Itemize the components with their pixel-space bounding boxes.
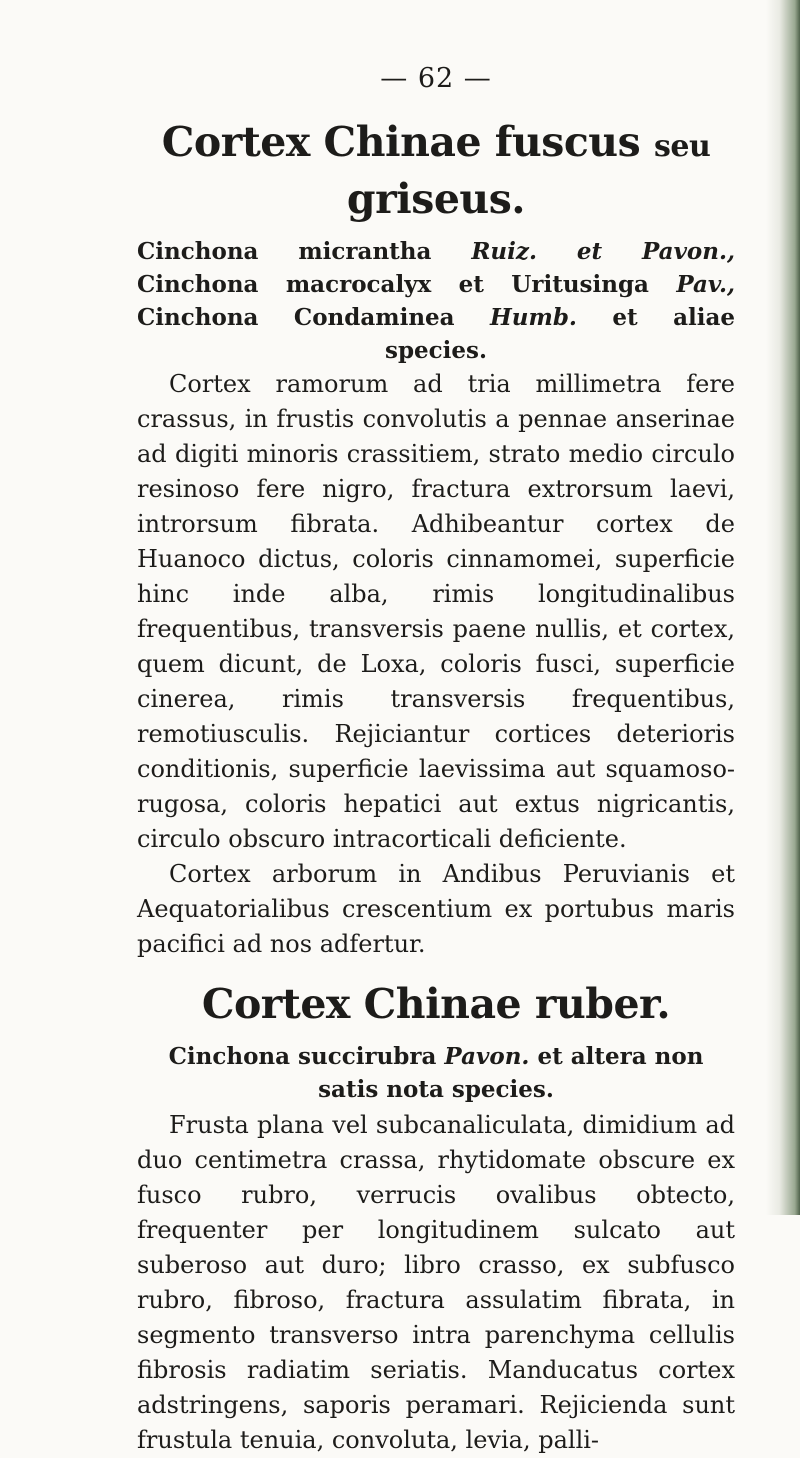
title-main: Cortex Chinae fuscus [161, 118, 654, 166]
species-part: Cinchona micrantha [137, 238, 472, 265]
page-number: — 62 — [380, 63, 492, 94]
species-part: Cinchona succirubra [168, 1043, 445, 1070]
title-conjunction: seu [653, 129, 711, 164]
species-authority: Pavon. [444, 1043, 530, 1070]
species-line-fuscus [137, 235, 735, 367]
paragraph: Cortex arborum in Andibus Peruvianis et Aequatorialibus crescentium ex portubus maris pacifici ad nos adfertur. [137, 860, 735, 958]
paragraph: Frusta plana vel subcanaliculata, dimidium ad duo centimetra crassa, rhytidomate obscure ex fusco rubro, verrucis ovalibus obtecto, frequenter per longitudinem sulcato aut suberoso aut duro; libro crasso, ex subfusco rubro, fibroso, fractura assulatim fibrata, in segmento transverso intra parenchyma cellulis fibrosis radiatim seriatis. Manducatus cortex adstringens, saporis peramari. Rejicienda sunt frustula tenuia, convoluta, levia, palli- [137, 1111, 735, 1454]
text-column [137, 62, 735, 1458]
species-authority: Pav., [676, 271, 735, 298]
species-part: et aliae species. [385, 304, 735, 364]
species-part: et altera non satis nota species. [318, 1043, 704, 1103]
title-end: griseus. [346, 175, 526, 223]
species-authority: Ruiz. et Pavon., [471, 238, 736, 265]
page-edge-shadow [766, 0, 800, 1215]
species-line-ruber [137, 1040, 735, 1106]
species-authority: Humb. [490, 304, 577, 331]
species-part: Cinchona Condaminea [137, 304, 491, 331]
paragraph: Cortex ramorum ad tria millimetra fere crassus, in frustis convolutis a pennae anserinae ad digiti minoris crassitiem, strato medio circulo resinoso fere nigro, fractura extrorsum laevi, introrsum fibrata. Adhibeantur cortex de Huanoco dictus, coloris cinnamomei, superficie hinc inde alba, rimis longitudinalibus frequentibus, transversis paene nullis, et cortex, quem dicunt, de Loxa, coloris fusci, superficie cinerea, rimis transversis frequentibus, remotiusculis. Rejiciantur cortices deterioris conditionis, superficie laevissima aut squamoso-rugosa, coloris hepatici aut extus nigricantis, circulo obscuro intracorticali deficiente. [137, 370, 735, 853]
species-part: Cinchona macrocalyx et Uritusinga [137, 271, 677, 298]
section-title-fuscus [137, 116, 735, 225]
section-title-ruber: Cortex Chinae ruber. [201, 980, 671, 1028]
